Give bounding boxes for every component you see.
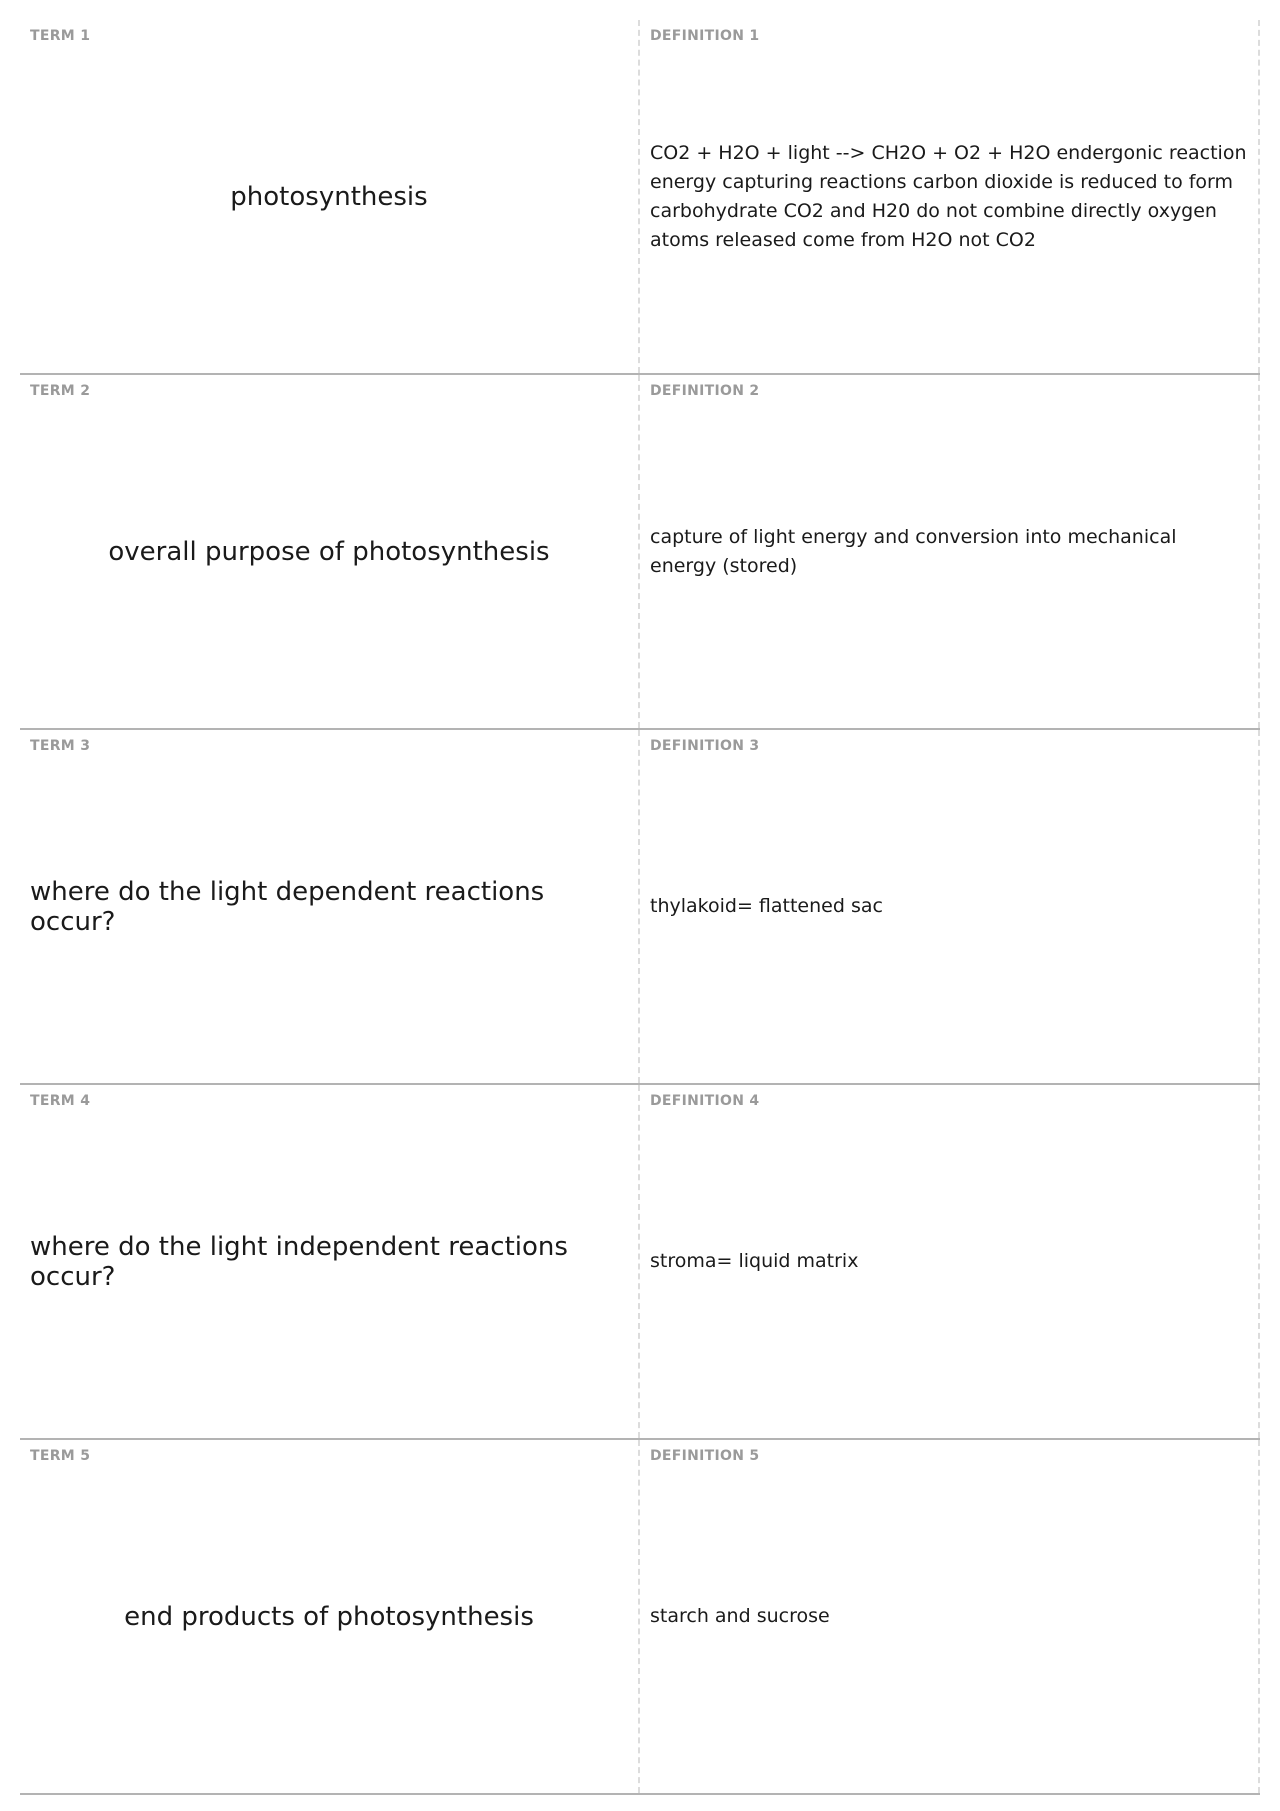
term-text: where do the light dependent reactions occur? [30, 876, 545, 937]
term-text: overall purpose of photosynthesis [108, 536, 550, 567]
flashcard-sheet [20, 20, 1260, 1795]
term-cell [20, 375, 640, 728]
definition-text: stroma= liquid matrix [650, 1250, 859, 1272]
flashcard-row [20, 1440, 1260, 1795]
flashcard-row [20, 20, 1260, 375]
term-label: TERM 4 [30, 1093, 91, 1109]
definition-cell [640, 1085, 1260, 1438]
term-cell [20, 730, 640, 1083]
definition-cell [640, 20, 1260, 373]
term-text: photosynthesis [230, 181, 428, 212]
term-text: end products of photosynthesis [124, 1601, 534, 1632]
definition-cell [640, 375, 1260, 728]
term-cell [20, 1440, 640, 1793]
definition-text: CO2 + H2O + light --> CH2O + O2 + H2O endergonic reaction energy capturing reactions carbon dioxide is reduced to form carbohydrate CO2 and H20 do not combine directly oxygen atoms released come from H2O not CO2 [650, 141, 1247, 251]
definition-cell [640, 730, 1260, 1083]
definition-label: DEFINITION 4 [650, 1093, 760, 1109]
definition-text: capture of light energy and conversion into mechanical energy (stored) [650, 525, 1177, 577]
flashcard-row [20, 375, 1260, 730]
term-cell [20, 20, 640, 373]
term-text: where do the light independent reactions occur? [30, 1231, 568, 1292]
term-label: TERM 3 [30, 738, 91, 754]
flashcard-row [20, 1085, 1260, 1440]
definition-label: DEFINITION 2 [650, 383, 760, 399]
term-label: TERM 5 [30, 1448, 91, 1464]
term-label: TERM 2 [30, 383, 91, 399]
definition-label: DEFINITION 1 [650, 28, 760, 44]
definition-label: DEFINITION 3 [650, 738, 760, 754]
definition-text: thylakoid= flattened sac [650, 895, 883, 917]
term-label: TERM 1 [30, 28, 91, 44]
definition-cell [640, 1440, 1260, 1793]
definition-label: DEFINITION 5 [650, 1448, 760, 1464]
flashcard-row [20, 730, 1260, 1085]
definition-text: starch and sucrose [650, 1605, 830, 1627]
term-cell [20, 1085, 640, 1438]
